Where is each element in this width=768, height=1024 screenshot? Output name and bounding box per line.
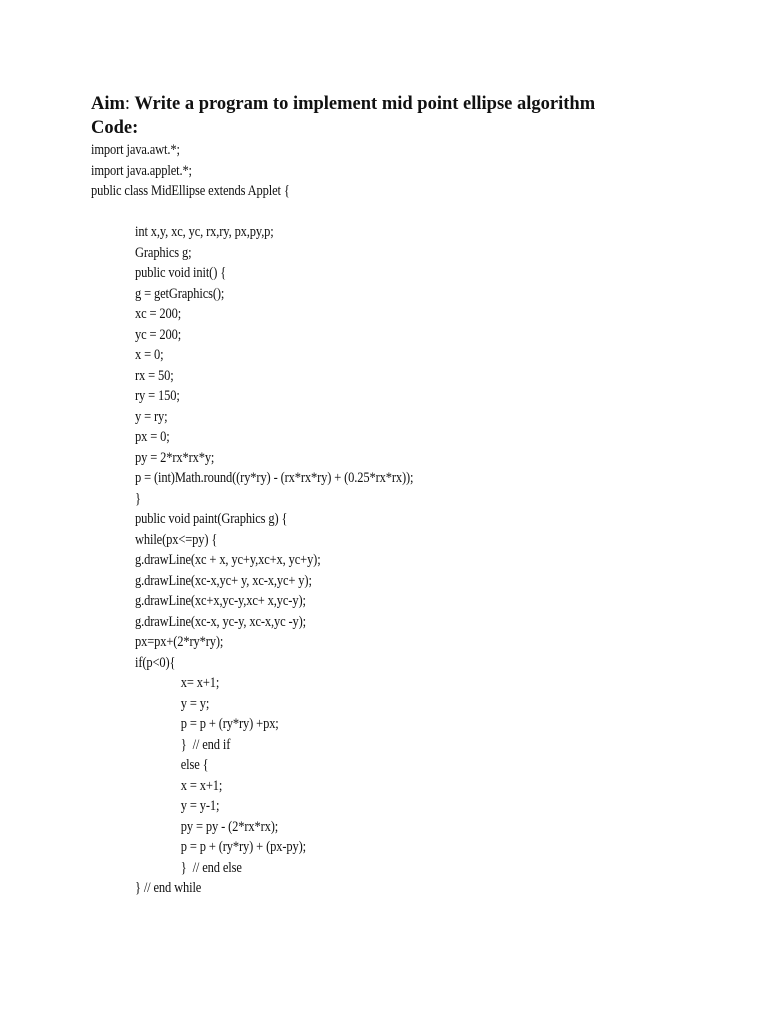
code-line: px = 0; [135, 429, 170, 445]
code-line: x= x+1; [180, 675, 220, 691]
code-line: g.drawLine(xc + x, yc+y,xc+x, yc+y); [135, 552, 321, 568]
code-line: x = x+1; [180, 777, 223, 794]
code-heading [91, 117, 138, 139]
code-line: g.drawLine(xc-x,yc+ y, xc-x,yc+ y); [135, 572, 312, 589]
code-line: p = p + (ry*ry) +px; [180, 716, 279, 732]
code-line: if(p<0){ [135, 654, 176, 671]
code-line: py = 2*rx*rx*y; [135, 449, 215, 466]
code-line: px=px+(2*ry*ry); [135, 634, 224, 650]
code-line: else { [180, 757, 209, 773]
code-line: import java.applet.*; [91, 162, 192, 179]
code-line: yc = 200; [135, 326, 182, 343]
code-listing [91, 140, 751, 899]
code-line: g.drawLine(xc+x,yc-y,xc+ x,yc-y); [135, 593, 306, 609]
code-line: ry = 150; [135, 388, 180, 404]
aim-text: Write a program to implement mid point ellipse algorithm [130, 94, 596, 114]
code-line: } // end else [180, 859, 242, 876]
code-line: import java.awt.*; [91, 142, 180, 158]
code-line: rx = 50; [135, 367, 174, 384]
code-line: xc = 200; [135, 306, 182, 322]
code-line: int x,y, xc, yc, rx,ry, px,py,p; [135, 224, 274, 240]
code-line: x = 0; [135, 347, 164, 363]
code-line: public void paint(Graphics g) { [135, 511, 288, 527]
code-line: g.drawLine(xc-x, yc-y, xc-x,yc -y); [135, 613, 307, 630]
code-label: Code [91, 118, 133, 138]
code-line: Graphics g; [135, 244, 192, 261]
code-line: y = ry; [135, 408, 168, 425]
code-line: g = getGraphics(); [135, 285, 225, 302]
code-colon: : [132, 118, 139, 138]
code-line [91, 202, 672, 223]
code-line: p = p + (ry*ry) + (px-py); [180, 839, 306, 855]
code-line: y = y; [180, 695, 210, 712]
code-line: p = (int)Math.round((ry*ry) - (rx*rx*ry) + (0.25*rx*rx)); [135, 470, 414, 486]
aim-heading [91, 93, 595, 115]
code-line: while(px<=py) { [135, 531, 218, 548]
code-line: public class MidEllipse extends Applet { [91, 183, 290, 199]
code-line: public void init() { [135, 265, 227, 281]
code-line: } // end if [180, 736, 231, 753]
code-line: y = y-1; [180, 798, 220, 814]
aim-colon: : [124, 94, 131, 114]
aim-label: Aim [91, 94, 125, 114]
code-line: } [135, 490, 141, 507]
code-line: } // end while [135, 880, 202, 896]
code-line: py = py - (2*rx*rx); [180, 818, 279, 835]
